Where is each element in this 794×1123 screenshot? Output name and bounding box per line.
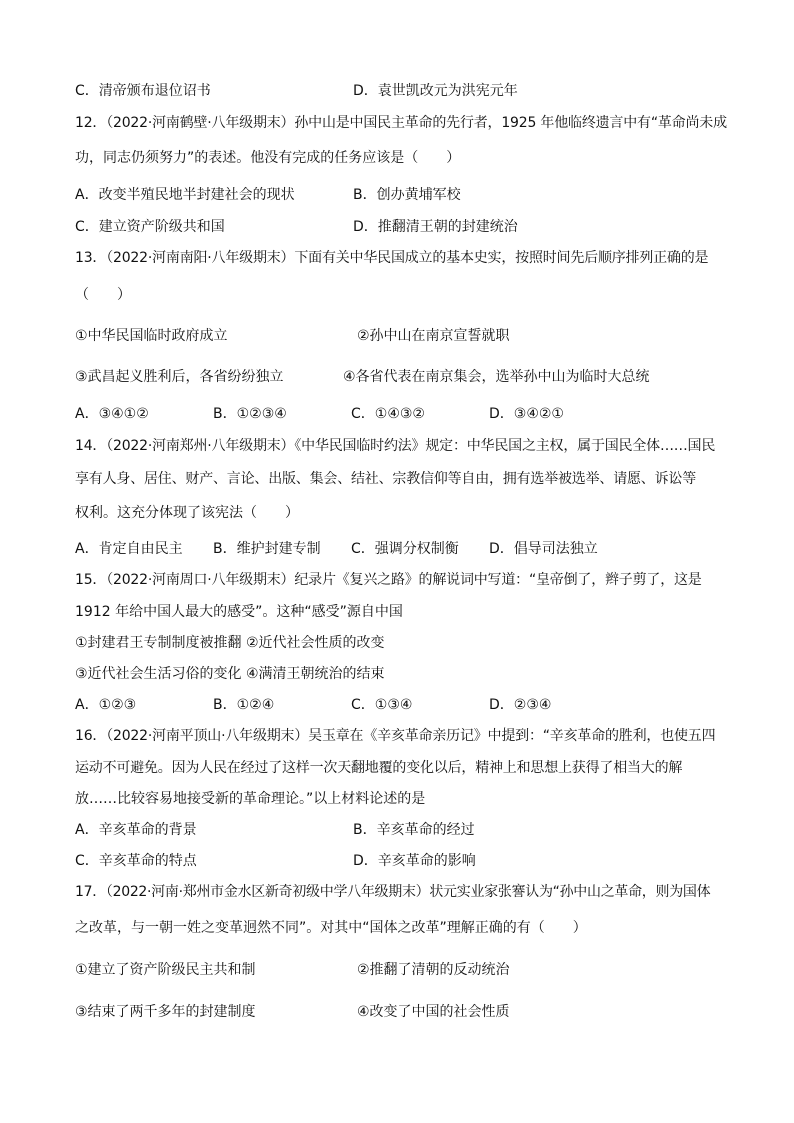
q14-stem-line2: 享有人身、居住、财产、言论、出版、集会、结社、宗教信仰等自由，拥有选举被选举、请愿、诉讼等 <box>75 471 696 487</box>
q15-option-a: A．①②③ <box>75 697 137 713</box>
q14-stem-line1: 14．（2022·河南郑州·八年级期末）《中华民国临时约法》规定：中华民国之主权，属于国民全体……国民 <box>75 438 716 454</box>
q13-option-d: D．③④②① <box>489 406 564 422</box>
q15-stem-line2: 1912 年给中国人最大的感受”。这种“感受”源自中国 <box>75 604 403 620</box>
q14-option-d: D．倡导司法独立 <box>489 541 598 557</box>
q13-item-1: ①中华民国临时政府成立 <box>75 328 228 344</box>
q13-item-3: ③武昌起义胜利后，各省纷纷独立 <box>75 369 284 385</box>
q14-option-c: C．强调分权制衡 <box>351 541 459 557</box>
q12-option-b: B．创办黄埔军校 <box>353 187 461 203</box>
q16-option-c: C．辛亥革命的特点 <box>75 853 197 869</box>
q12-option-c: C．建立资产阶级共和国 <box>75 219 225 235</box>
q14-option-b: B．维护封建专制 <box>213 541 321 557</box>
q11-option-d: D．袁世凯改元为洪宪元年 <box>353 83 518 99</box>
q13-item-2: ②孙中山在南京宣誓就职 <box>357 328 510 344</box>
q15-stem-line1: 15．（2022·河南周口·八年级期末）纪录片《复兴之路》的解说词中写道：“皇帝倒了，辫子剪了，这是 <box>75 572 702 588</box>
q17-item-3: ③结束了两千多年的封建制度 <box>75 1004 256 1020</box>
q17-item-4: ④改变了中国的社会性质 <box>357 1004 510 1020</box>
q13-option-a: A．③④①② <box>75 406 149 422</box>
q12-option-d: D．推翻清王朝的封建统治 <box>353 219 518 235</box>
q17-item-2: ②推翻了清朝的反动统治 <box>357 962 510 978</box>
q16-stem-line3: 放……比较容易地接受新的革命理论。”以上材料论述的是 <box>75 791 426 807</box>
q13-stem-line2: （ ） <box>75 287 131 303</box>
q11-option-c: C．清帝颁布退位诏书 <box>75 83 211 99</box>
q17-stem-line2: 之改革，与一朝一姓之变革迥然不同”。对其中“国体之改革”理解正确的有（ ） <box>75 920 587 936</box>
q15-items-row2: ③近代社会生活习俗的变化 ④满清王朝统治的结束 <box>75 666 385 682</box>
q17-item-1: ①建立了资产阶级民主共和制 <box>75 962 256 978</box>
q16-option-d: D．辛亥革命的影响 <box>353 853 476 869</box>
q15-option-c: C．①③④ <box>351 697 413 713</box>
q12-option-a: A．改变半殖民地半封建社会的现状 <box>75 187 295 203</box>
q16-option-b: B．辛亥革命的经过 <box>353 822 475 838</box>
q16-stem-line1: 16．（2022·河南平顶山·八年级期末）吴玉章在《辛亥革命亲历记》中提到：“辛亥革命的胜利，也使五四 <box>75 728 716 744</box>
q13-item-4: ④各省代表在南京集会，选举孙中山为临时大总统 <box>343 369 650 385</box>
q16-option-a: A．辛亥革命的背景 <box>75 822 197 838</box>
q15-option-d: D．②③④ <box>489 697 552 713</box>
q13-option-b: B．①②③④ <box>213 406 287 422</box>
q13-stem-line1: 13．（2022·河南南阳·八年级期末）下面有关中华民国成立的基本史实，按照时间先后顺序排列正确的是 <box>75 250 709 266</box>
q15-items-row1: ①封建君王专制制度被推翻 ②近代社会性质的改变 <box>75 635 385 651</box>
q12-stem-line2: 功，同志仍须努力”的表述。他没有完成的任务应该是（ ） <box>75 150 461 166</box>
q12-stem-line1: 12．（2022·河南鹤壁·八年级期末）孙中山是中国民主革命的先行者，1925 年他临终遗言中有“革命尚未成 <box>75 115 727 131</box>
q16-stem-line2: 运动不可避免。因为人民在经过了这样一次天翻地覆的变化以后，精神上和思想上获得了相当大的解 <box>75 760 683 776</box>
q13-option-c: C．①④③② <box>351 406 425 422</box>
q14-stem-line3: 权利。这充分体现了该宪法（ ） <box>75 505 299 521</box>
q17-stem-line1: 17．（2022·河南·郑州市金水区新奇初级中学八年级期末）状元实业家张謇认为“孙中山之革命，则为国体 <box>75 884 711 900</box>
q15-option-b: B．①②④ <box>213 697 275 713</box>
q14-option-a: A．肯定自由民主 <box>75 541 183 557</box>
